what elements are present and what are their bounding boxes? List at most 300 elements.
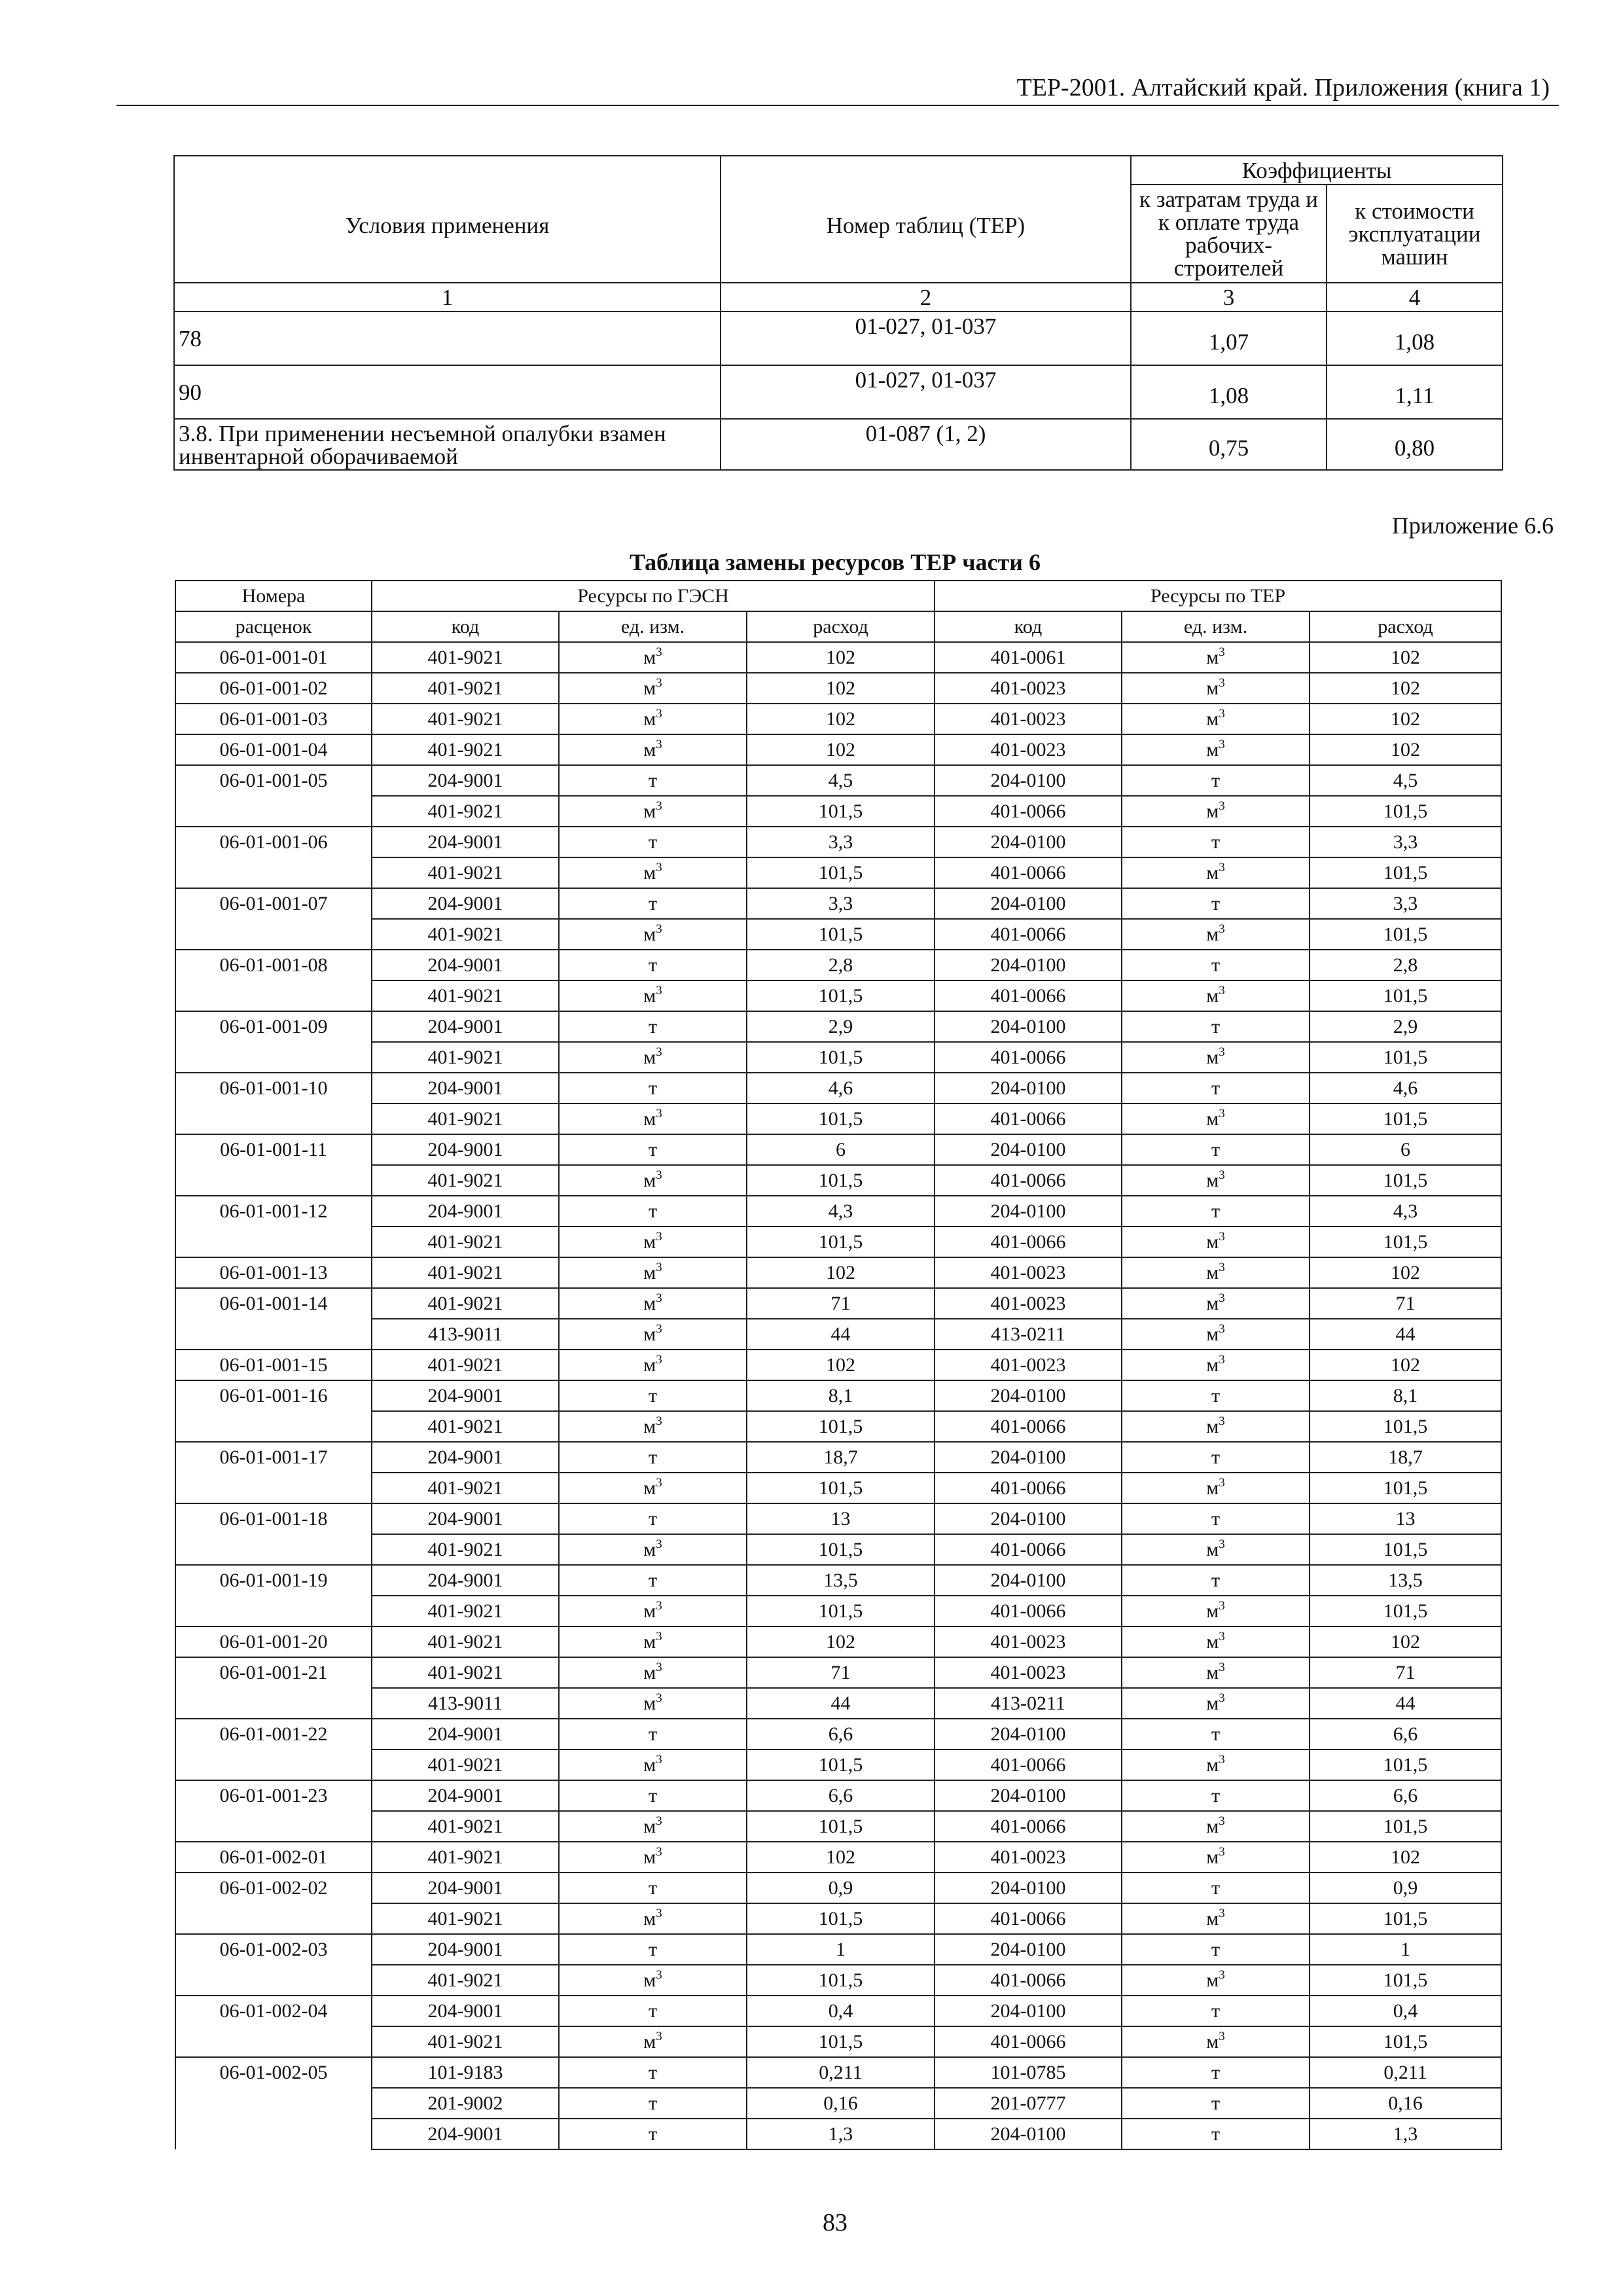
gesn-code-cell: 204-9001 <box>372 2119 559 2149</box>
unit-exponent: 3 <box>656 922 662 936</box>
unit-exponent: 3 <box>656 1291 662 1305</box>
ter-amount-cell: 101,5 <box>1310 857 1501 888</box>
gesn-code-cell: 204-9001 <box>372 1934 559 1965</box>
coefficient-row <box>174 312 1503 365</box>
unit-cubic-meter: м <box>643 2031 656 2053</box>
unit-cubic-meter: м <box>643 1047 656 1068</box>
unit-exponent: 3 <box>656 984 662 997</box>
unit-cubic-meter: м <box>643 1816 656 1837</box>
ter-code-cell: 401-0066 <box>935 1103 1122 1134</box>
unit-exponent: 3 <box>656 1261 662 1274</box>
ter-code-cell: 401-0066 <box>935 1473 1122 1503</box>
rate-number-cell: 06-01-001-06 <box>175 827 372 857</box>
table-row <box>175 1596 1501 1626</box>
unit-cubic-meter: м <box>1206 2031 1219 2053</box>
gesn-amount-cell: 44 <box>747 1319 935 1350</box>
gesn-unit-cell <box>559 1903 747 1934</box>
gesn-code-cell: 401-9021 <box>372 1626 559 1657</box>
column-number: 2 <box>721 283 1131 312</box>
condition-cell: 3.8. При применении несъемной опалубки взамен инвентарной оборачиваемой <box>174 419 721 470</box>
gesn-amount-cell: 71 <box>747 1657 935 1688</box>
ter-unit-cell <box>1122 1749 1310 1780</box>
unit-exponent: 3 <box>1219 1907 1225 1920</box>
ter-code-cell: 101-0785 <box>935 2057 1122 2088</box>
unit-cubic-meter: м <box>643 862 656 884</box>
gesn-amount-cell: 6,6 <box>747 1719 935 1749</box>
rate-number-subheader: расценок <box>175 611 372 642</box>
gesn-code-cell: 204-9001 <box>372 1442 559 1473</box>
gesn-code-cell: 401-9021 <box>372 673 559 704</box>
unit-cubic-meter: м <box>643 739 656 761</box>
ter-amount-cell: 101,5 <box>1310 1965 1501 1996</box>
gesn-unit-cell: т <box>559 888 747 919</box>
gesn-code-cell: 204-9001 <box>372 1503 559 1534</box>
ter-unit-cell: т <box>1122 765 1310 796</box>
rate-number-cell: 06-01-001-14 <box>175 1288 372 1319</box>
table-row <box>175 919 1501 950</box>
ter-amount-cell: 44 <box>1310 1319 1501 1350</box>
ter-amount-cell: 101,5 <box>1310 1903 1501 1934</box>
rate-number-cell <box>175 1596 372 1626</box>
ter-amount-cell: 101,5 <box>1310 1165 1501 1196</box>
machine-coefficient-cell: 1,08 <box>1327 312 1503 365</box>
gesn-unit-cell: т <box>559 1380 747 1411</box>
table-row <box>175 1965 1501 1996</box>
labor-coefficient-cell: 1,07 <box>1131 312 1327 365</box>
gesn-amount-cell: 102 <box>747 1350 935 1380</box>
gesn-amount-cell: 8,1 <box>747 1380 935 1411</box>
ter-amount-cell: 102 <box>1310 704 1501 734</box>
table-row <box>175 1227 1501 1257</box>
coefficients-header: Коэффициенты <box>1131 156 1503 185</box>
ter-unit-cell: т <box>1122 1565 1310 1596</box>
ter-code-cell: 401-0066 <box>935 1227 1122 1257</box>
gesn-amount-cell: 4,5 <box>747 765 935 796</box>
ter-amount-cell: 2,9 <box>1310 1011 1501 1042</box>
unit-exponent: 3 <box>1219 799 1225 813</box>
ter-code-cell: 204-0100 <box>935 1073 1122 1103</box>
table-numbers-cell: 01-027, 01-037 <box>721 365 1131 419</box>
ter-unit-cell <box>1122 1688 1310 1719</box>
gesn-code-cell: 401-9021 <box>372 2026 559 2057</box>
gesn-amount-cell: 2,8 <box>747 950 935 980</box>
table-row <box>175 1534 1501 1565</box>
table-row <box>175 1473 1501 1503</box>
gesn-code-cell: 401-9021 <box>372 1411 559 1442</box>
unit-cubic-meter: м <box>643 1600 656 1622</box>
unit-exponent: 3 <box>656 1968 662 1982</box>
unit-exponent: 3 <box>1219 1968 1225 1982</box>
ter-code-cell: 401-0066 <box>935 1596 1122 1626</box>
ter-amount-cell: 6,6 <box>1310 1780 1501 1811</box>
unit-exponent: 3 <box>1219 1291 1225 1305</box>
gesn-amount-cell: 6 <box>747 1134 935 1165</box>
unit-exponent: 3 <box>1219 707 1225 721</box>
ter-unit-cell <box>1122 1626 1310 1657</box>
unit-exponent: 3 <box>656 645 662 659</box>
table-row <box>175 1134 1501 1165</box>
gesn-amount-cell: 101,5 <box>747 919 935 950</box>
ter-code-cell: 204-0100 <box>935 888 1122 919</box>
ter-amount-cell: 1 <box>1310 1934 1501 1965</box>
unit-cubic-meter: м <box>1206 1539 1219 1560</box>
unit-cubic-meter: м <box>643 647 656 668</box>
unit-exponent: 3 <box>1219 1599 1225 1613</box>
ter-amount-cell: 13,5 <box>1310 1565 1501 1596</box>
table-row <box>175 1442 1501 1473</box>
ter-amount-cell: 0,16 <box>1310 2088 1501 2119</box>
ter-code-cell: 204-0100 <box>935 1780 1122 1811</box>
rate-number-cell: 06-01-001-01 <box>175 642 372 673</box>
unit-cubic-meter: м <box>643 1693 656 1714</box>
ter-unit-header: ед. изм. <box>1122 611 1310 642</box>
unit-cubic-meter: м <box>643 1631 656 1653</box>
ter-code-cell: 204-0100 <box>935 1934 1122 1965</box>
ter-amount-cell: 0,4 <box>1310 1996 1501 2026</box>
appendix-label: Приложение 6.6 <box>1391 512 1554 539</box>
rate-number-cell: 06-01-001-11 <box>175 1134 372 1165</box>
ter-code-cell: 401-0023 <box>935 1288 1122 1319</box>
gesn-unit-cell <box>559 1227 747 1257</box>
rate-number-cell: 06-01-001-21 <box>175 1657 372 1688</box>
ter-amount-cell: 101,5 <box>1310 1411 1501 1442</box>
gesn-unit-cell <box>559 1811 747 1842</box>
gesn-amount-cell: 101,5 <box>747 1811 935 1842</box>
unit-exponent: 3 <box>656 707 662 721</box>
unit-cubic-meter: м <box>1206 985 1219 1007</box>
gesn-amount-cell: 2,9 <box>747 1011 935 1042</box>
unit-cubic-meter: м <box>643 924 656 945</box>
unit-cubic-meter: м <box>643 1662 656 1683</box>
gesn-amount-cell: 102 <box>747 1626 935 1657</box>
gesn-amount-cell: 101,5 <box>747 1903 935 1934</box>
rate-number-cell <box>175 2088 372 2119</box>
unit-exponent: 3 <box>656 1414 662 1428</box>
unit-exponent: 3 <box>1219 1168 1225 1182</box>
unit-exponent: 3 <box>1219 1845 1225 1859</box>
table-row <box>175 1196 1501 1227</box>
gesn-code-cell: 204-9001 <box>372 950 559 980</box>
ter-code-cell: 401-0066 <box>935 1411 1122 1442</box>
rate-number-cell <box>175 1227 372 1257</box>
ter-code-cell: 401-0023 <box>935 1350 1122 1380</box>
gesn-amount-cell: 3,3 <box>747 827 935 857</box>
table-row <box>175 642 1501 673</box>
ter-amount-cell: 101,5 <box>1310 1103 1501 1134</box>
ter-unit-cell: т <box>1122 1873 1310 1903</box>
gesn-amount-cell: 101,5 <box>747 1103 935 1134</box>
gesn-amount-cell: 0,16 <box>747 2088 935 2119</box>
unit-exponent: 3 <box>1219 1753 1225 1767</box>
ter-code-cell: 204-0100 <box>935 827 1122 857</box>
ter-amount-cell: 102 <box>1310 1626 1501 1657</box>
ter-amount-cell: 3,3 <box>1310 827 1501 857</box>
page-number: 83 <box>823 2209 847 2236</box>
rate-number-cell <box>175 1165 372 1196</box>
unit-cubic-meter: м <box>643 1323 656 1345</box>
gesn-amount-cell: 101,5 <box>747 1227 935 1257</box>
header-rule <box>116 105 1559 106</box>
gesn-amount-cell: 71 <box>747 1288 935 1319</box>
gesn-unit-cell: т <box>559 2088 747 2119</box>
ter-amount-cell: 2,8 <box>1310 950 1501 980</box>
unit-exponent: 3 <box>656 1537 662 1551</box>
gesn-code-cell: 101-9183 <box>372 2057 559 2088</box>
ter-unit-cell <box>1122 1103 1310 1134</box>
gesn-unit-cell: т <box>559 2119 747 2149</box>
ter-amount-cell: 101,5 <box>1310 919 1501 950</box>
rate-number-cell <box>175 796 372 827</box>
rate-number-cell <box>175 1534 372 1565</box>
table-row <box>175 704 1501 734</box>
ter-code-cell: 204-0100 <box>935 1873 1122 1903</box>
gesn-code-cell: 204-9001 <box>372 1565 559 1596</box>
gesn-unit-cell: т <box>559 1934 747 1965</box>
unit-cubic-meter: м <box>1206 677 1219 699</box>
rate-number-cell <box>175 1319 372 1350</box>
unit-exponent: 3 <box>656 1476 662 1490</box>
gesn-resources-header: Ресурсы по ГЭСН <box>372 581 935 611</box>
ter-unit-cell: т <box>1122 1380 1310 1411</box>
ter-unit-cell <box>1122 1350 1310 1380</box>
gesn-unit-cell <box>559 1657 747 1688</box>
ter-unit-cell: т <box>1122 1780 1310 1811</box>
gesn-code-cell: 401-9021 <box>372 1042 559 1073</box>
unit-exponent: 3 <box>656 1353 662 1367</box>
ter-unit-cell <box>1122 1842 1310 1873</box>
gesn-amount-cell: 101,5 <box>747 1473 935 1503</box>
ter-amount-cell: 18,7 <box>1310 1442 1501 1473</box>
gesn-code-cell: 401-9021 <box>372 704 559 734</box>
rate-number-cell: 06-01-001-17 <box>175 1442 372 1473</box>
unit-exponent: 3 <box>1219 738 1225 751</box>
ter-unit-cell: т <box>1122 1503 1310 1534</box>
gesn-code-cell: 401-9021 <box>372 1749 559 1780</box>
ter-code-cell: 401-0066 <box>935 1165 1122 1196</box>
rate-number-cell <box>175 2026 372 2057</box>
ter-code-cell: 204-0100 <box>935 1565 1122 1596</box>
ter-amount-cell: 101,5 <box>1310 2026 1501 2057</box>
coefficients-table <box>173 155 1503 471</box>
gesn-amount-cell: 13,5 <box>747 1565 935 1596</box>
gesn-code-cell: 401-9021 <box>372 734 559 765</box>
gesn-unit-cell <box>559 1319 747 1350</box>
table-row <box>175 1042 1501 1073</box>
rate-number-cell: 06-01-002-01 <box>175 1842 372 1873</box>
table-row <box>175 827 1501 857</box>
unit-cubic-meter: м <box>643 677 656 699</box>
unit-exponent: 3 <box>656 1599 662 1613</box>
ter-unit-cell <box>1122 796 1310 827</box>
unit-cubic-meter: м <box>1206 1354 1219 1376</box>
ter-amount-cell: 6 <box>1310 1134 1501 1165</box>
gesn-unit-cell: т <box>559 950 747 980</box>
gesn-code-cell: 401-9021 <box>372 1811 559 1842</box>
unit-exponent: 3 <box>1219 1691 1225 1705</box>
rate-number-cell <box>175 1688 372 1719</box>
gesn-amount-cell: 101,5 <box>747 1965 935 1996</box>
rate-number-cell: 06-01-002-03 <box>175 1934 372 1965</box>
ter-unit-cell <box>1122 1534 1310 1565</box>
rate-number-cell <box>175 1473 372 1503</box>
unit-cubic-meter: м <box>1206 1908 1219 1929</box>
table-row <box>175 1350 1501 1380</box>
table-row <box>175 1657 1501 1688</box>
unit-exponent: 3 <box>656 1630 662 1643</box>
ter-code-cell: 204-0100 <box>935 1503 1122 1534</box>
gesn-amount-cell: 1 <box>747 1934 935 1965</box>
ter-unit-cell <box>1122 1657 1310 1688</box>
resource-table-title: Таблица замены ресурсов ТЕР части 6 <box>630 549 1041 575</box>
ter-unit-cell <box>1122 919 1310 950</box>
unit-exponent: 3 <box>656 1814 662 1828</box>
unit-exponent: 3 <box>656 2030 662 2043</box>
unit-exponent: 3 <box>1219 2030 1225 2043</box>
ter-unit-cell: т <box>1122 827 1310 857</box>
unit-cubic-meter: м <box>1206 1293 1219 1314</box>
gesn-unit-cell: т <box>559 1442 747 1473</box>
ter-amount-cell: 71 <box>1310 1288 1501 1319</box>
unit-exponent: 3 <box>656 1845 662 1859</box>
rate-number-cell <box>175 1042 372 1073</box>
gesn-code-cell: 401-9021 <box>372 1165 559 1196</box>
gesn-code-cell: 204-9001 <box>372 1011 559 1042</box>
gesn-code-cell: 204-9001 <box>372 1873 559 1903</box>
table-row <box>175 888 1501 919</box>
gesn-unit-cell <box>559 1165 747 1196</box>
ter-unit-cell: т <box>1122 888 1310 919</box>
ter-unit-cell <box>1122 642 1310 673</box>
ter-code-cell: 201-0777 <box>935 2088 1122 2119</box>
unit-exponent: 3 <box>656 861 662 874</box>
gesn-code-cell: 401-9021 <box>372 1350 559 1380</box>
ter-code-cell: 401-0066 <box>935 2026 1122 2057</box>
gesn-amount-cell: 102 <box>747 673 935 704</box>
ter-unit-cell <box>1122 1473 1310 1503</box>
ter-code-cell: 401-0066 <box>935 1903 1122 1934</box>
rate-number-cell <box>175 2119 372 2149</box>
table-row <box>175 765 1501 796</box>
unit-exponent: 3 <box>656 1045 662 1059</box>
ter-unit-cell <box>1122 1596 1310 1626</box>
unit-cubic-meter: м <box>1206 1170 1219 1191</box>
ter-code-cell: 401-0023 <box>935 1626 1122 1657</box>
ter-code-cell: 204-0100 <box>935 1011 1122 1042</box>
gesn-unit-cell <box>559 980 747 1011</box>
unit-cubic-meter: м <box>1206 1600 1219 1622</box>
ter-amount-cell: 101,5 <box>1310 980 1501 1011</box>
gesn-amount-cell: 101,5 <box>747 1534 935 1565</box>
unit-exponent: 3 <box>656 738 662 751</box>
table-row <box>175 1011 1501 1042</box>
ter-unit-cell <box>1122 980 1310 1011</box>
gesn-unit-cell <box>559 857 747 888</box>
conditions-header: Условия применения <box>174 156 721 283</box>
ter-code-cell: 204-0100 <box>935 950 1122 980</box>
rate-number-cell: 06-01-001-20 <box>175 1626 372 1657</box>
gesn-unit-cell <box>559 1626 747 1657</box>
table-row <box>175 1411 1501 1442</box>
ter-amount-cell: 102 <box>1310 734 1501 765</box>
ter-unit-cell <box>1122 857 1310 888</box>
gesn-amount-cell: 102 <box>747 734 935 765</box>
gesn-amount-header: расход <box>747 611 935 642</box>
unit-exponent: 3 <box>656 799 662 813</box>
ter-amount-cell: 6,6 <box>1310 1719 1501 1749</box>
unit-exponent: 3 <box>656 1660 662 1674</box>
unit-cubic-meter: м <box>1206 647 1219 668</box>
ter-amount-cell: 101,5 <box>1310 1534 1501 1565</box>
gesn-code-cell: 401-9021 <box>372 1288 559 1319</box>
ter-amount-cell: 102 <box>1310 1257 1501 1288</box>
ter-code-cell: 204-0100 <box>935 1196 1122 1227</box>
gesn-code-cell: 401-9021 <box>372 796 559 827</box>
ter-amount-cell: 0,211 <box>1310 2057 1501 2088</box>
ter-code-cell: 413-0211 <box>935 1319 1122 1350</box>
gesn-unit-cell <box>559 1288 747 1319</box>
gesn-amount-cell: 4,6 <box>747 1073 935 1103</box>
gesn-code-cell: 401-9021 <box>372 1103 559 1134</box>
gesn-code-cell: 401-9021 <box>372 1473 559 1503</box>
gesn-unit-cell <box>559 1965 747 1996</box>
column-number: 4 <box>1327 283 1503 312</box>
gesn-amount-cell: 0,4 <box>747 1996 935 2026</box>
coefficient-row <box>174 419 1503 470</box>
gesn-amount-cell: 101,5 <box>747 1411 935 1442</box>
ter-unit-cell: т <box>1122 2119 1310 2149</box>
ter-amount-cell: 1,3 <box>1310 2119 1501 2149</box>
gesn-code-cell: 401-9021 <box>372 1903 559 1934</box>
unit-exponent: 3 <box>656 1753 662 1767</box>
table-row <box>175 1688 1501 1719</box>
gesn-unit-cell <box>559 2026 747 2057</box>
rate-number-cell: 06-01-001-02 <box>175 673 372 704</box>
ter-code-cell: 401-0023 <box>935 1257 1122 1288</box>
rate-number-cell: 06-01-002-04 <box>175 1996 372 2026</box>
ter-unit-cell <box>1122 1811 1310 1842</box>
unit-cubic-meter: м <box>643 1262 656 1283</box>
ter-code-cell: 401-0066 <box>935 1042 1122 1073</box>
unit-cubic-meter: м <box>1206 739 1219 761</box>
gesn-code-cell: 401-9021 <box>372 1534 559 1565</box>
gesn-unit-cell: т <box>559 1134 747 1165</box>
unit-cubic-meter: м <box>643 800 656 822</box>
ter-code-cell: 401-0066 <box>935 1749 1122 1780</box>
ter-resources-header: Ресурсы по ТЕР <box>935 581 1501 611</box>
ter-code-cell: 401-0066 <box>935 796 1122 827</box>
ter-amount-cell: 101,5 <box>1310 1042 1501 1073</box>
unit-exponent: 3 <box>656 1691 662 1705</box>
unit-cubic-meter: м <box>643 1108 656 1130</box>
ter-amount-cell: 101,5 <box>1310 1227 1501 1257</box>
gesn-code-cell: 401-9021 <box>372 1596 559 1626</box>
gesn-amount-cell: 101,5 <box>747 980 935 1011</box>
gesn-amount-cell: 1,3 <box>747 2119 935 2149</box>
machine-coefficient-cell: 0,80 <box>1327 419 1503 470</box>
ter-unit-cell: т <box>1122 950 1310 980</box>
table-row <box>175 2026 1501 2057</box>
labor-coefficient-cell: 1,08 <box>1131 365 1327 419</box>
ter-unit-cell: т <box>1122 1134 1310 1165</box>
unit-cubic-meter: м <box>643 1969 656 1991</box>
rate-number-header: Номера <box>175 581 372 611</box>
unit-cubic-meter: м <box>643 1754 656 1776</box>
rate-number-cell <box>175 857 372 888</box>
ter-code-cell: 401-0023 <box>935 673 1122 704</box>
ter-code-cell: 401-0066 <box>935 919 1122 950</box>
ter-amount-cell: 102 <box>1310 1842 1501 1873</box>
gesn-code-cell: 401-9021 <box>372 1227 559 1257</box>
